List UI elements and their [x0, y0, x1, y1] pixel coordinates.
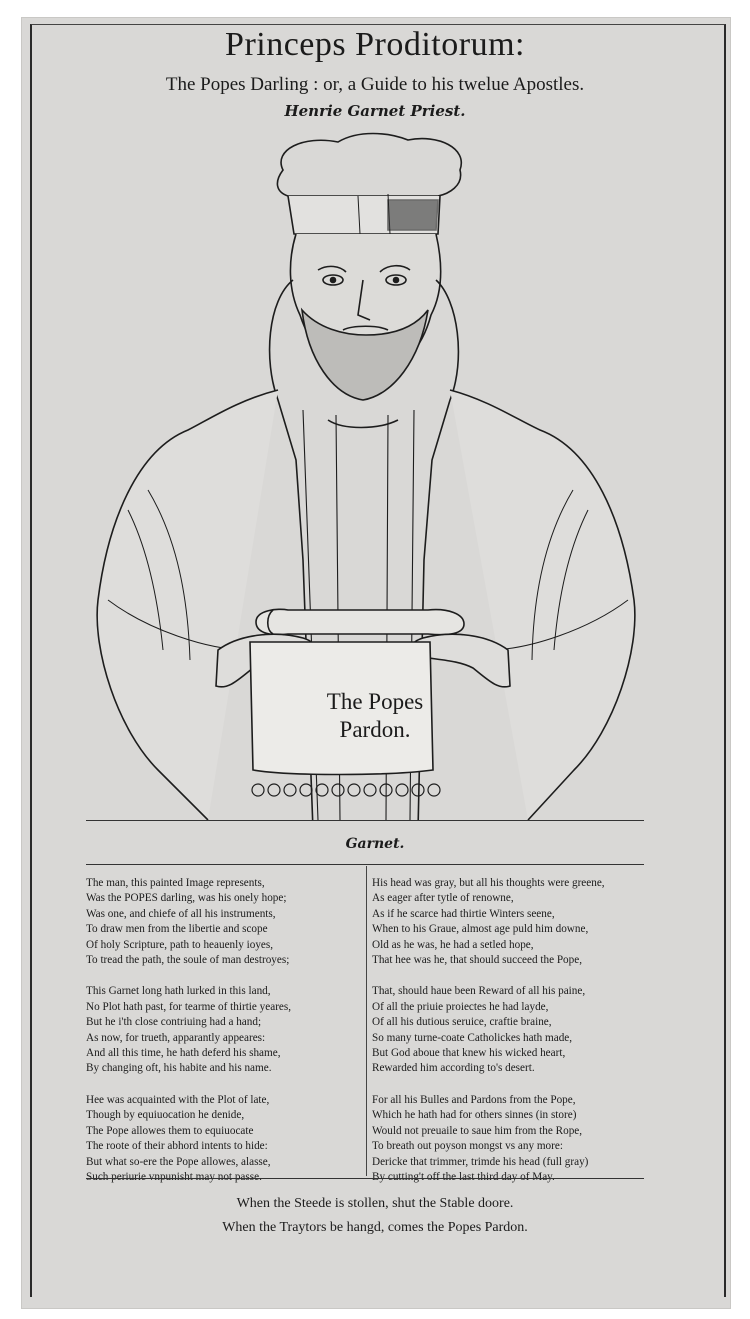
verse-line: His head was gray, but all his thoughts were greene,: [372, 877, 605, 889]
author-line: Henrie Garnet Priest.: [284, 102, 466, 120]
caption: Garnet.: [345, 836, 405, 852]
verse-stanza: [86, 984, 366, 1076]
verse-line: To tread the path, the soule of man destroyes;: [86, 954, 290, 967]
verse-line: No Plot hath past, for tearme of thirtie yeares,: [86, 1000, 292, 1013]
verse-stanza: [86, 1093, 366, 1185]
verse-line: So many turne-coate Catholickes hath made,: [372, 1031, 573, 1044]
verse-line: Dericke that trimmer, trimde his head (full gray): [372, 1155, 589, 1168]
motto-line1: When the Steede is stollen, shut the Stable doore.: [236, 1196, 514, 1211]
page-subtitle: The Popes Darling : or, a Guide to his twelue Apostles.: [165, 74, 585, 95]
verse-line: That hee was he, that should succeed the Pope,: [372, 954, 583, 967]
pardon-text-line1: The Popes: [326, 689, 424, 714]
verse-line: But what so-ere the Pope allowes, alasse,: [86, 1155, 271, 1168]
verse-line: Rewarded him according to's desert.: [372, 1062, 535, 1075]
verse-line: The man, this painted Image represents,: [86, 877, 265, 889]
verse-line: Such periurie vnpunisht may not passe.: [86, 1170, 262, 1183]
verse-stanza: [372, 984, 642, 1076]
verse-rule-top: [86, 864, 644, 865]
column-divider: [366, 866, 367, 1176]
verse-column-right: [372, 876, 642, 1201]
top-rule: [86, 820, 644, 821]
pardon-text: [0, 688, 750, 744]
verse-stanza: [372, 876, 642, 968]
verse-stanza: [86, 876, 366, 968]
page-title: Princeps Proditorum:: [225, 26, 525, 63]
verse-stanza: [372, 1093, 642, 1185]
verse-line: Of holy Scripture, path to heauenly ioyes,: [86, 938, 274, 951]
verse-line: For all his Bulles and Pardons from the Pope,: [372, 1093, 576, 1106]
verse-line: Though by equiuocation he denide,: [86, 1109, 245, 1122]
verse-line: As now, for trueth, apparantly appeares:: [86, 1031, 266, 1044]
verse-line: This Garnet long hath lurked in this land,: [86, 985, 271, 998]
verse-line: To breath out poyson mongst vs any more:: [372, 1140, 563, 1153]
verse-line: As if he scarce had thirtie Winters seene,: [372, 907, 555, 920]
verse-rule-bottom: [86, 1178, 644, 1179]
motto-line2: When the Traytors be hangd, comes the Popes Pardon.: [222, 1220, 528, 1235]
verse-line: By changing oft, his habite and his name.: [86, 1062, 272, 1075]
verse-line: By cutting't off the last third day of May.: [372, 1170, 555, 1183]
verse-column-left: [86, 876, 366, 1201]
pardon-text-line2: Pardon.: [339, 717, 411, 742]
verse-line: But he i'th close contriuing had a hand;: [86, 1016, 262, 1029]
verse-line: Of all his dutious seruice, craftie braine,: [372, 1016, 552, 1029]
verse-line: The roote of their abhord intents to hide:: [86, 1140, 268, 1153]
verse-line: Would not preuaile to saue him from the Rope,: [372, 1124, 583, 1137]
verse-line: Was one, and chiefe of all his instruments,: [86, 907, 276, 920]
verse-line: That, should haue been Reward of all his paine,: [372, 985, 586, 998]
verse-line: When to his Graue, almost age puld him downe,: [372, 923, 589, 936]
verse-line: And all this time, he hath deferd his shame,: [86, 1047, 281, 1060]
verse-line: Hee was acquainted with the Plot of late,: [86, 1093, 270, 1106]
verse-line: Was the POPES darling, was his onely hope;: [86, 892, 287, 905]
verse-line: As eager after tytle of renowne,: [372, 892, 514, 905]
verse-line: Which he hath had for others sinnes (in store): [372, 1109, 577, 1122]
verse-line: The Pope allowes them to equiuocate: [86, 1124, 254, 1137]
verse-line: To draw men from the libertie and scope: [86, 923, 268, 936]
verse-line: Old as he was, he had a setled hope,: [372, 938, 534, 951]
verse-line: But God aboue that knew his wicked heart,: [372, 1047, 566, 1060]
verse-line: Of all the priuie proiectes he had layde,: [372, 1000, 549, 1013]
